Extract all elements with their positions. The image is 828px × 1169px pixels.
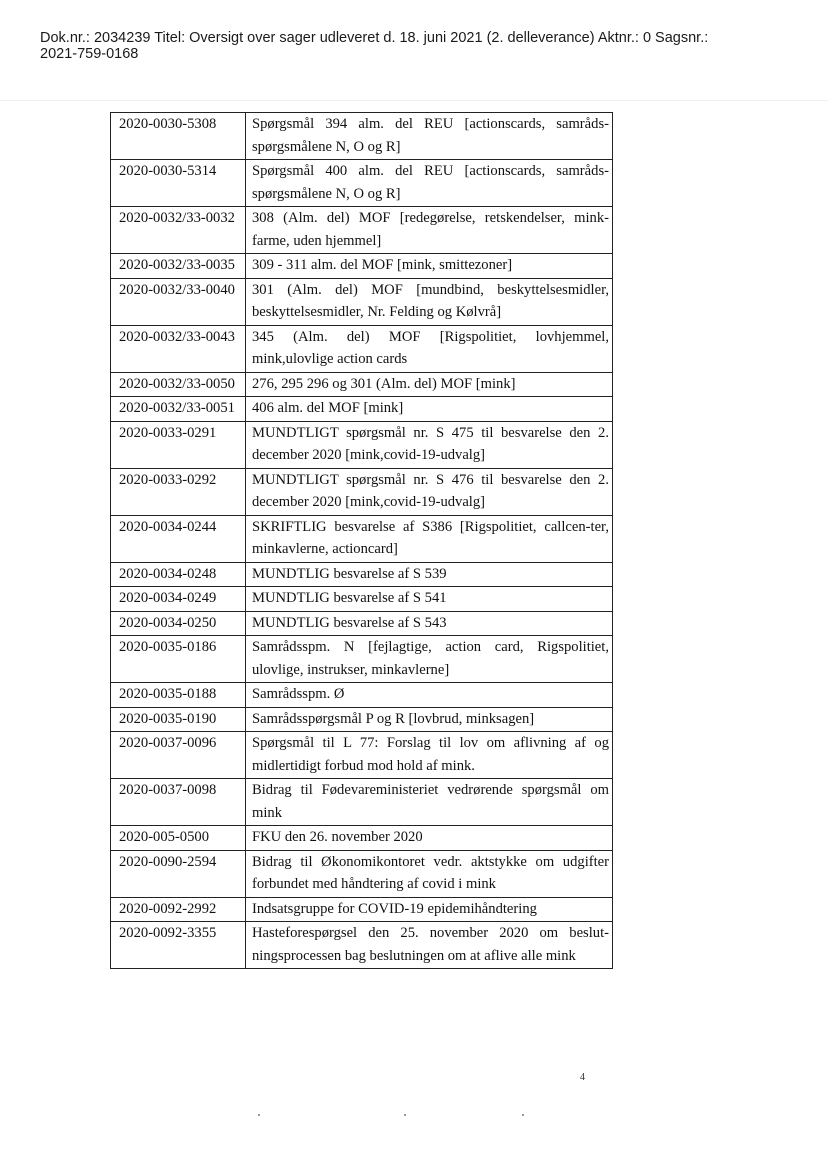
case-number-cell: 2020-0030-5308 xyxy=(111,113,246,160)
table-row xyxy=(111,207,613,254)
table-row xyxy=(111,636,613,683)
scan-speck xyxy=(404,1114,406,1116)
case-description-cell: 345 (Alm. del) MOF [Rigspolitiet, lovhjemmel, mink,ulovlige action cards xyxy=(246,325,613,372)
case-number-cell: 2020-0034-0244 xyxy=(111,515,246,562)
case-table-body xyxy=(111,113,613,969)
case-description-cell: MUNDTLIGT spørgsmål nr. S 476 til besvarelse den 2. december 2020 [mink,covid-19-udvalg] xyxy=(246,468,613,515)
case-number-cell: 2020-0035-0188 xyxy=(111,683,246,708)
table-row xyxy=(111,113,613,160)
case-description-cell: Spørgsmål til L 77: Forslag til lov om aflivning af og midlertidigt forbud mod hold af mink. xyxy=(246,732,613,779)
case-number-cell: 2020-0030-5314 xyxy=(111,160,246,207)
table-row xyxy=(111,562,613,587)
case-description-cell: Bidrag til Økonomikontoret vedr. aktstykke om udgifter forbundet med håndtering af covid i mink xyxy=(246,850,613,897)
case-number-cell: 2020-0033-0291 xyxy=(111,421,246,468)
case-description-cell: Samrådsspørgsmål P og R [lovbrud, minksagen] xyxy=(246,707,613,732)
case-description-cell: 301 (Alm. del) MOF [mundbind, beskyttelsesmidler, beskyttelsesmidler, Nr. Felding og Kølvrå] xyxy=(246,278,613,325)
akt-nr: Aktnr.: 0 xyxy=(597,30,652,46)
table-row xyxy=(111,922,613,969)
case-number-cell: 2020-0035-0186 xyxy=(111,636,246,683)
sags-nr-value: 2021-759-0168 xyxy=(40,46,139,62)
case-number-cell: 2020-0035-0190 xyxy=(111,707,246,732)
case-description-cell: Samrådsspm. Ø xyxy=(246,683,613,708)
case-description-cell: MUNDTLIG besvarelse af S 543 xyxy=(246,611,613,636)
case-description-cell: 406 alm. del MOF [mink] xyxy=(246,397,613,422)
scan-speck xyxy=(522,1114,524,1116)
case-description-cell: 309 - 311 alm. del MOF [mink, smittezoner] xyxy=(246,254,613,279)
table-row xyxy=(111,587,613,612)
table-row xyxy=(111,325,613,372)
case-description-cell: Hasteforespørgsel den 25. november 2020 om beslut-ningsprocessen bag beslutningen om at aflive alle mink xyxy=(246,922,613,969)
table-row xyxy=(111,732,613,779)
table-row xyxy=(111,397,613,422)
case-number-cell: 2020-0034-0249 xyxy=(111,587,246,612)
case-description-cell: MUNDTLIG besvarelse af S 539 xyxy=(246,562,613,587)
case-number-cell: 2020-0032/33-0051 xyxy=(111,397,246,422)
case-description-cell: 276, 295 296 og 301 (Alm. del) MOF [mink] xyxy=(246,372,613,397)
table-row xyxy=(111,611,613,636)
case-description-cell: Spørgsmål 394 alm. del REU [actionscards, samråds-spørgsmålene N, O og R] xyxy=(246,113,613,160)
document-title: Titel: Oversigt over sager udleveret d. 18. juni 2021 (2. delleverance) xyxy=(154,30,595,46)
case-number-cell: 2020-0090-2594 xyxy=(111,850,246,897)
case-number-cell: 2020-0037-0098 xyxy=(111,779,246,826)
case-description-cell: FKU den 26. november 2020 xyxy=(246,826,613,851)
case-number-cell: 2020-0034-0250 xyxy=(111,611,246,636)
table-row xyxy=(111,515,613,562)
case-number-cell: 2020-0092-2992 xyxy=(111,897,246,922)
table-row xyxy=(111,160,613,207)
table-row xyxy=(111,683,613,708)
case-number-cell: 2020-0032/33-0040 xyxy=(111,278,246,325)
table-row xyxy=(111,468,613,515)
case-description-cell: Spørgsmål 400 alm. del REU [actionscards, samråds-spørgsmålene N, O og R] xyxy=(246,160,613,207)
table-row xyxy=(111,254,613,279)
document-header xyxy=(40,30,810,62)
case-number-cell: 2020-0032/33-0043 xyxy=(111,325,246,372)
case-description-cell: Samrådsspm. N [fejlagtige, action card, Rigspolitiet, ulovlige, instrukser, minkavlerne] xyxy=(246,636,613,683)
table-row xyxy=(111,897,613,922)
case-number-cell: 2020-0037-0096 xyxy=(111,732,246,779)
case-number-cell: 2020-0033-0292 xyxy=(111,468,246,515)
case-number-cell: 2020-0092-3355 xyxy=(111,922,246,969)
case-description-cell: Indsatsgruppe for COVID-19 epidemihåndtering xyxy=(246,897,613,922)
dok-nr: Dok.nr.: 2034239 xyxy=(40,30,151,46)
case-number-cell: 2020-0032/33-0035 xyxy=(111,254,246,279)
case-description-cell: 308 (Alm. del) MOF [redegørelse, retskendelser, mink-farme, uden hjemmel] xyxy=(246,207,613,254)
table-row xyxy=(111,779,613,826)
case-description-cell: MUNDTLIG besvarelse af S 541 xyxy=(246,587,613,612)
table-row xyxy=(111,826,613,851)
sags-nr-label: Sagsnr.: xyxy=(655,30,709,46)
table-row xyxy=(111,421,613,468)
table-row xyxy=(111,707,613,732)
scan-artifact-line xyxy=(0,100,828,101)
table-row xyxy=(111,372,613,397)
case-number-cell: 2020-0032/33-0050 xyxy=(111,372,246,397)
case-number-cell: 2020-0034-0248 xyxy=(111,562,246,587)
case-number-cell: 2020-0032/33-0032 xyxy=(111,207,246,254)
page-number: 4 xyxy=(580,1072,585,1083)
case-description-cell: Bidrag til Fødevareministeriet vedrørende spørgsmål om mink xyxy=(246,779,613,826)
case-number-cell: 2020-005-0500 xyxy=(111,826,246,851)
scan-speck xyxy=(258,1114,260,1116)
case-description-cell: MUNDTLIGT spørgsmål nr. S 475 til besvarelse den 2. december 2020 [mink,covid-19-udvalg] xyxy=(246,421,613,468)
table-row xyxy=(111,850,613,897)
case-table xyxy=(110,112,613,969)
table-row xyxy=(111,278,613,325)
case-description-cell: SKRIFTLIG besvarelse af S386 [Rigspolitiet, callcen-ter, minkavlerne, actioncard] xyxy=(246,515,613,562)
